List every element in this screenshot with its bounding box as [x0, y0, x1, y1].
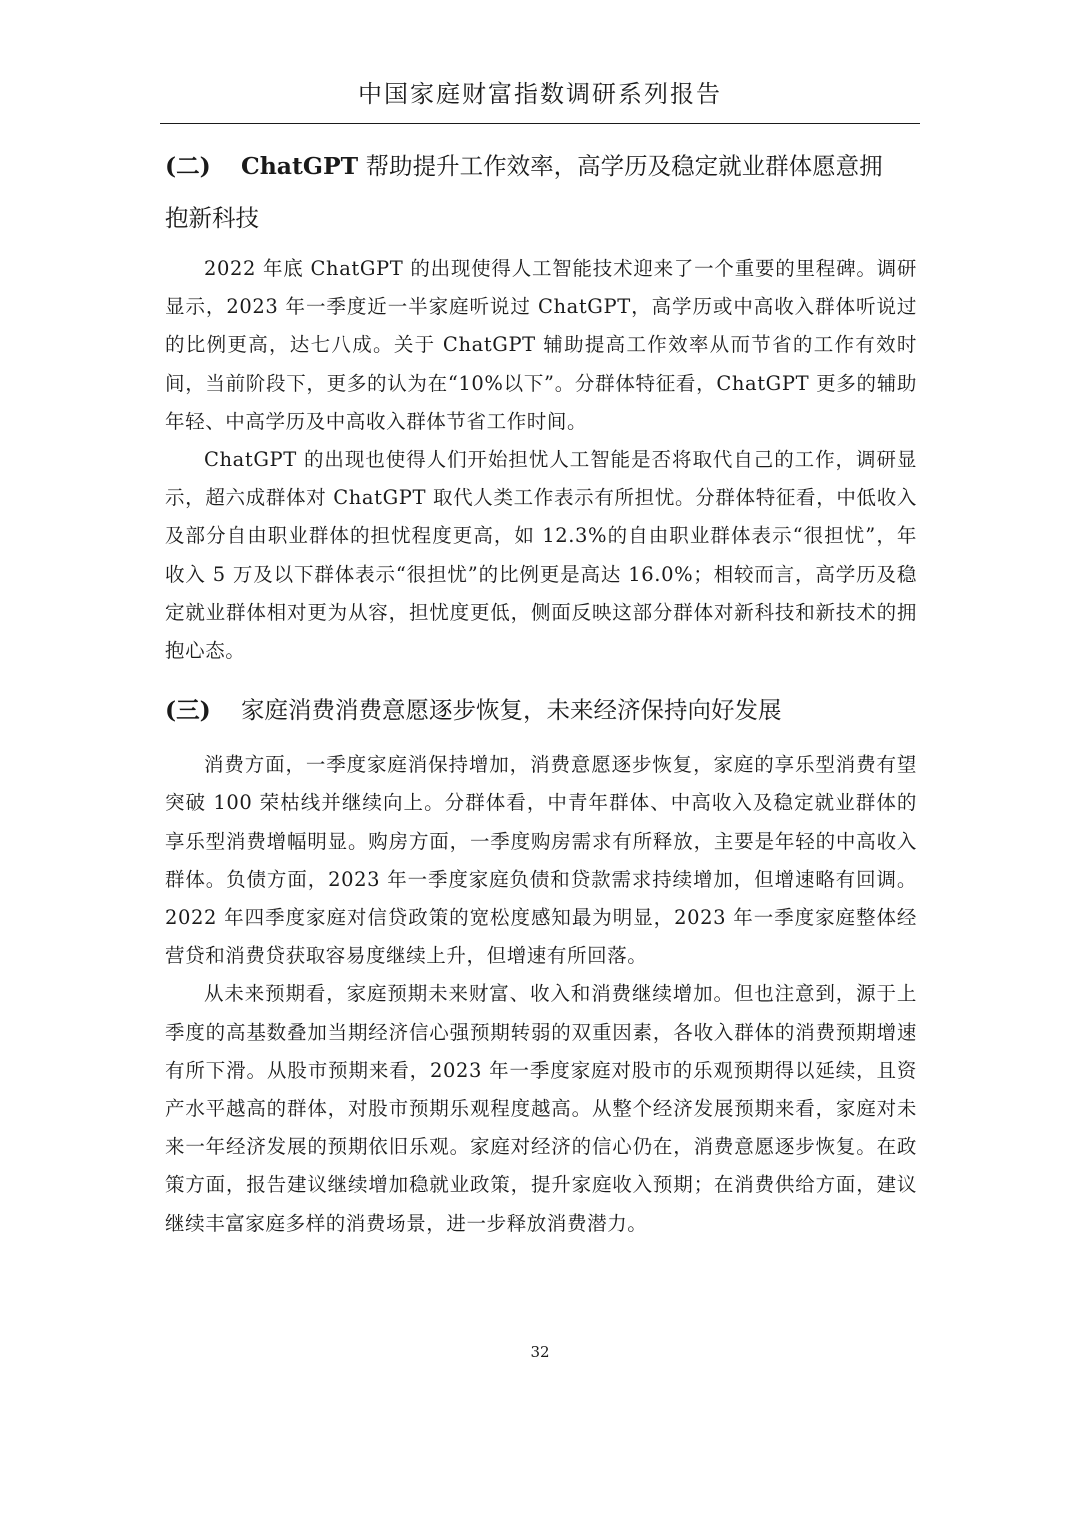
section-title-3: 家庭消费消费意愿逐步恢复，未来经济保持向好发展 [241, 696, 782, 725]
page-content [165, 140, 917, 1243]
section-title-2-line1: 帮助提升工作效率，高学历及稳定就业群体愿意拥 [358, 152, 883, 180]
section-title-2-bold: ChatGPT [241, 152, 359, 180]
section-number-3: (三) [165, 696, 211, 725]
page-header-title: 中国家庭财富指数调研系列报告 [358, 80, 722, 108]
paragraph-3-1: 消费方面，一季度家庭消保持增加，消费意愿逐步恢复，家庭的享乐型消费有望突破 100 荣枯线并继续向上。分群体看，中青年群体、中高收入及稳定就业群体的享乐型消费增幅明显。购房方面，一季度购房需求有所释放，主要是年轻的中高收入群体。负债方面，2023 年一季度家庭负债和贷款需求持续增加，但增速略有回调。2022 年四季度家庭对信贷政策的宽松度感知最为明显，2023 年一季度家庭整体经营贷和消费贷获取容易度继续上升，但增速有所回落。 [165, 753, 917, 968]
section-heading-3 [165, 684, 917, 736]
page-number: 32 [530, 1343, 550, 1361]
paragraph-3-2: 从未来预期看，家庭预期未来财富、收入和消费继续增加。但也注意到，源于上季度的高基数叠加当期经济信心强预期转弱的双重因素，各收入群体的消费预期增速有所下滑。从股市预期来看，2023 年一季度家庭对股市的乐观预期得以延续，且资产水平越高的群体，对股市预期乐观程度越高。从整个经济发展预期来看，家庭对未来一年经济发展的预期依旧乐观。家庭对经济的信心仍在，消费意愿逐步恢复。在政策方面，报告建议继续增加稳就业政策，提升家庭收入预期；在消费供给方面，建议继续丰富家庭多样的消费场景，进一步释放消费潜力。 [165, 982, 917, 1235]
header-divider [160, 123, 920, 124]
section-number-2: (二) [165, 152, 211, 180]
paragraph-2-1: 2022 年底 ChatGPT 的出现使得人工智能技术迎来了一个重要的里程碑。调研显示，2023 年一季度近一半家庭听说过 ChatGPT，高学历或中高收入群体听说过的比例更高，达七八成。关于 ChatGPT 辅助提高工作效率从而节省的工作有效时间，当前阶段下，更多的认为在“10%以下”。分群体特征看，ChatGPT 更多的辅助年轻、中高学历及中高收入群体节省工作时间。 [165, 257, 917, 433]
section-heading-2 [165, 140, 917, 192]
section-title-2-line2: 抱新科技 [165, 204, 259, 232]
paragraph-2-2: ChatGPT 的出现也使得人们开始担忧人工智能是否将取代自己的工作，调研显示，超六成群体对 ChatGPT 取代人类工作表示有所担忧。分群体特征看，中低收入及部分自由职业群体的担忧程度更高，如 12.3%的自由职业群体表示“很担忧”，年收入 5 万及以下群体表示“很担忧”的比例更是高达 16.0%；相较而言，高学历及稳定就业群体相对更为从容，担忧度更低，侧面反映这部分群体对新科技和新技术的拥抱心态。 [165, 448, 917, 663]
